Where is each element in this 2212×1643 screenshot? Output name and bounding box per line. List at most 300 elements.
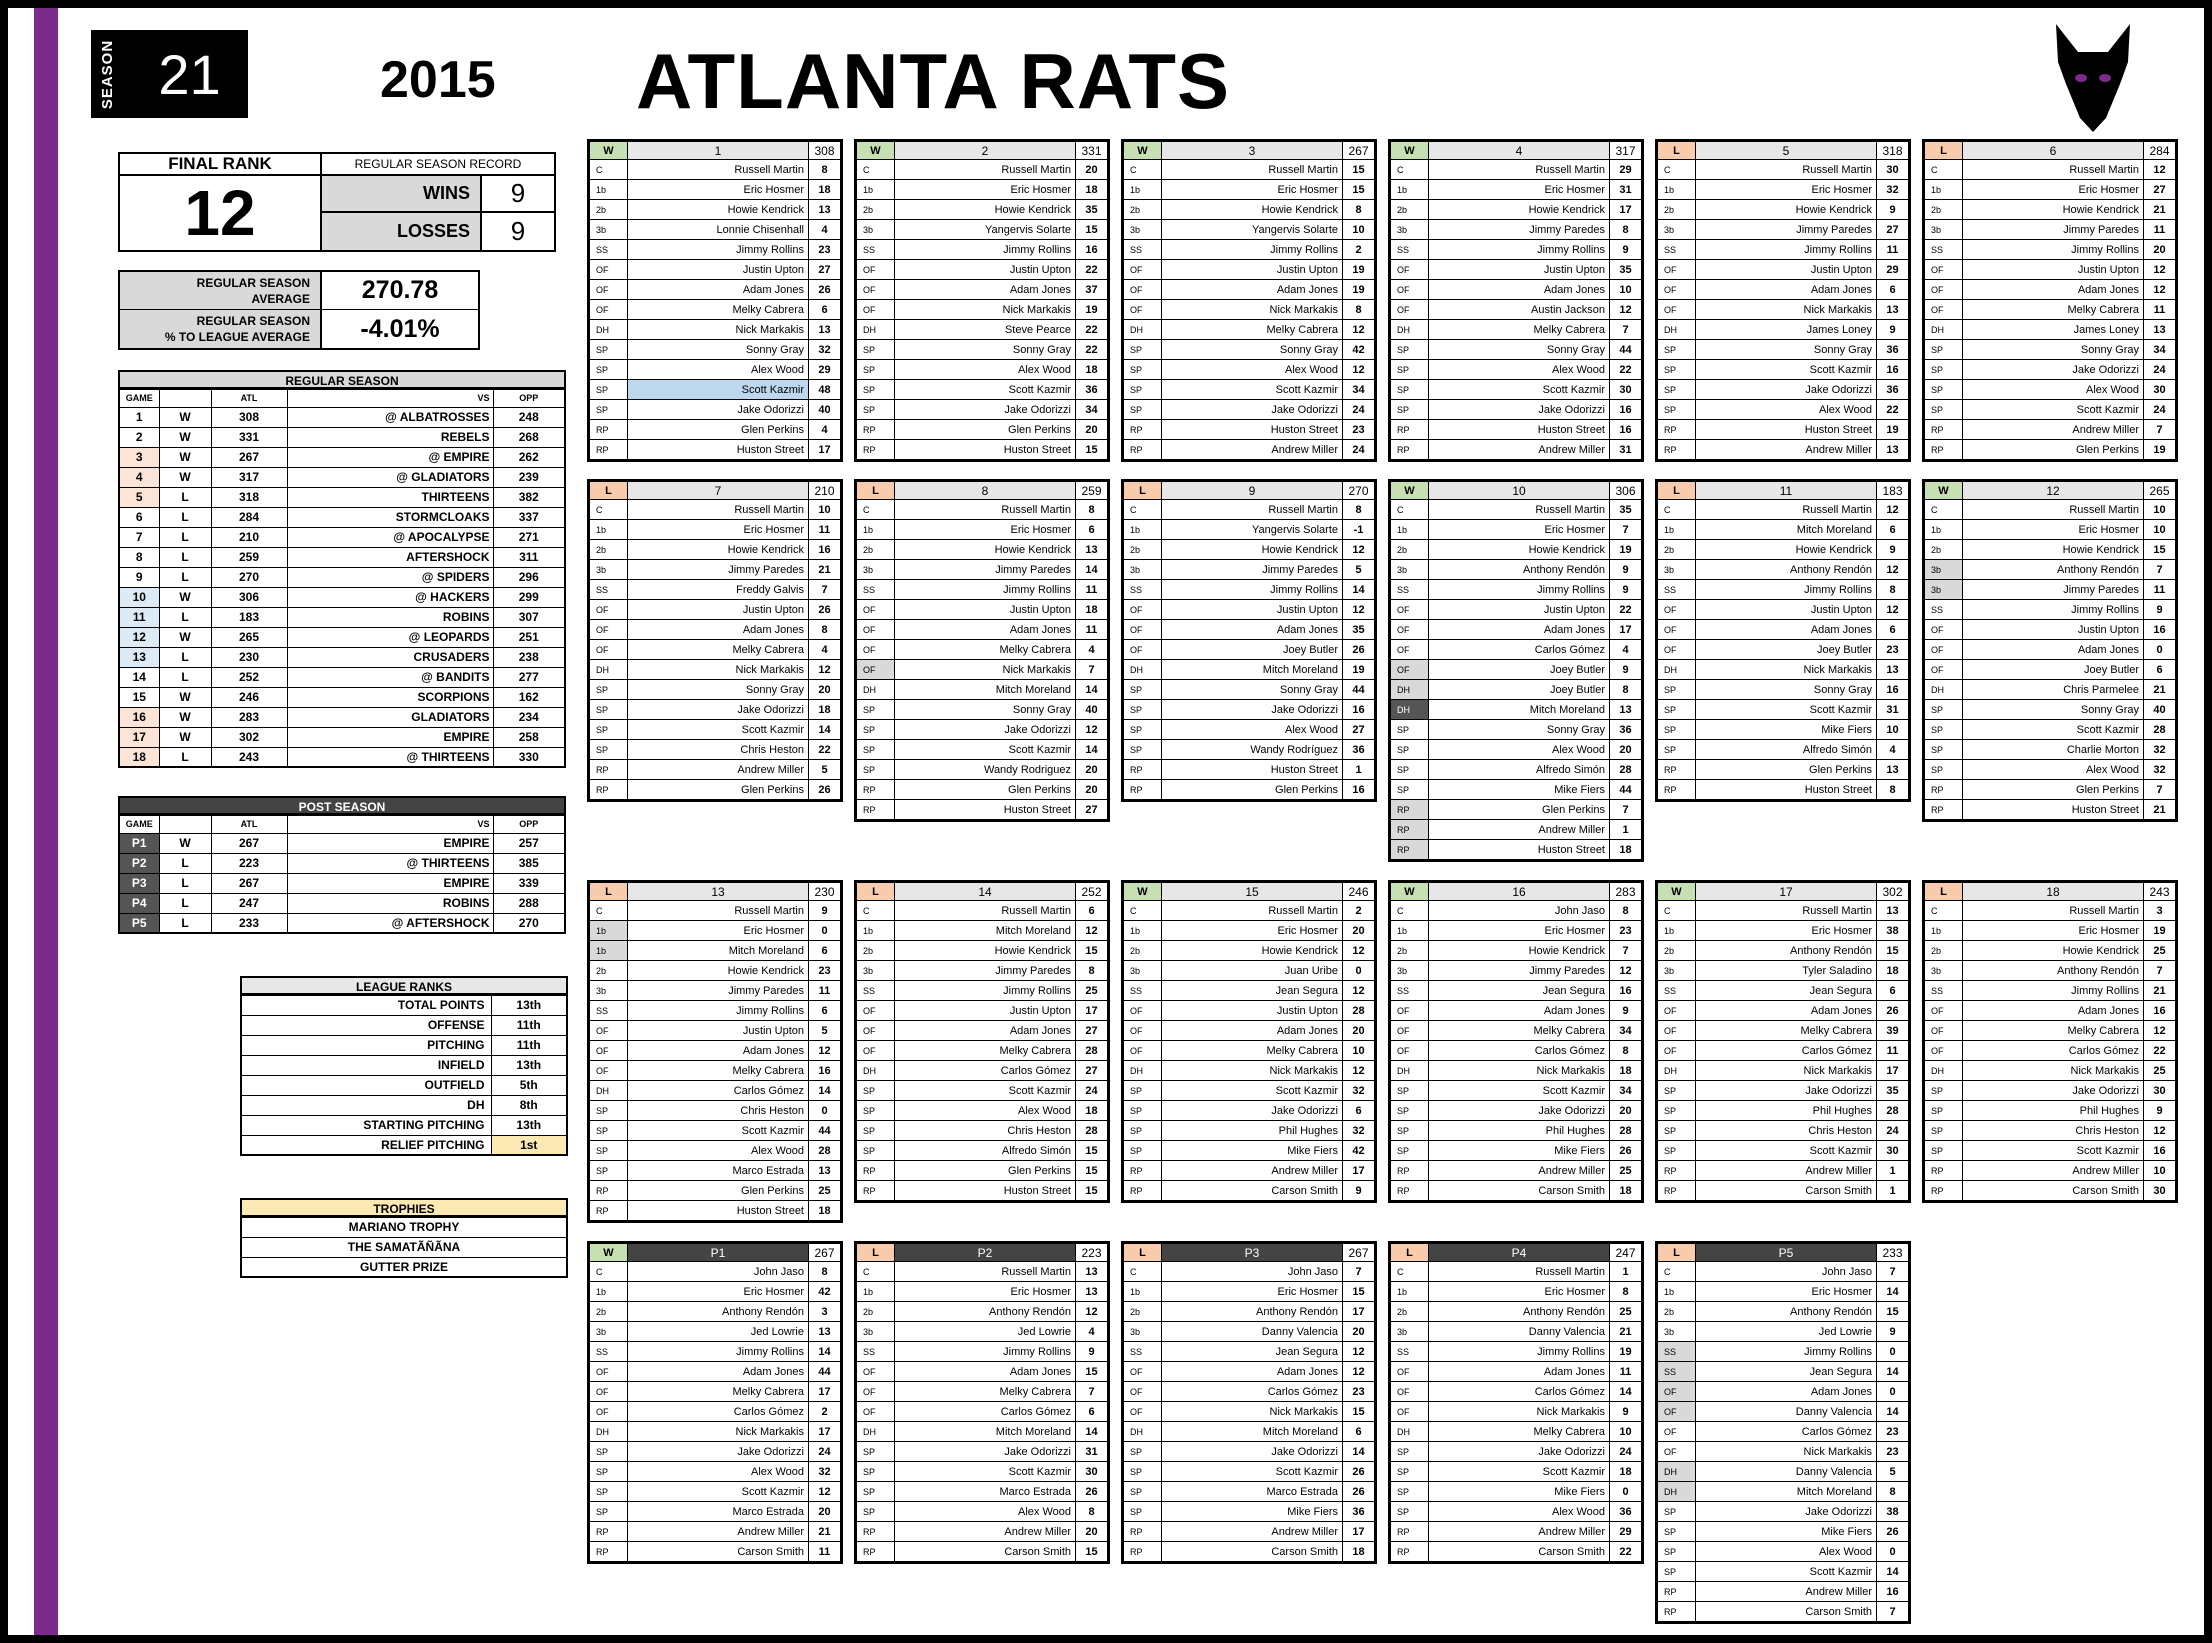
position: RP	[1658, 440, 1696, 460]
position: DH	[590, 660, 628, 680]
player-name: Melky Cabrera	[895, 1382, 1076, 1402]
player-name: Mitch Moreland	[895, 1422, 1076, 1442]
game-total: 252	[1076, 883, 1108, 901]
player-name: Russell Martin	[895, 901, 1076, 921]
player-points: 32	[809, 1462, 841, 1482]
player-name: Mitch Moreland	[1162, 660, 1343, 680]
player-points: 12	[2144, 280, 2176, 300]
opp-score: 288	[493, 893, 565, 913]
lineup-row	[1124, 1121, 1375, 1141]
player-name: Adam Jones	[1696, 620, 1877, 640]
player-name: Mitch Moreland	[1429, 700, 1610, 720]
lineup-row	[857, 320, 1108, 340]
position: 1b	[857, 520, 895, 540]
opp-score: 268	[493, 427, 565, 447]
player-name: Jake Odorizzi	[1963, 360, 2144, 380]
lineup-row	[1391, 380, 1642, 400]
player-points: 13	[1076, 1262, 1108, 1282]
position: OF	[1124, 640, 1162, 660]
lineup-row	[1658, 580, 1909, 600]
lineup-row	[1124, 1522, 1375, 1542]
lineup-row	[1124, 640, 1375, 660]
game-header	[590, 1244, 841, 1262]
player-points: 7	[2144, 780, 2176, 800]
league-rank-row	[241, 995, 567, 1015]
player-name: Eric Hosmer	[895, 180, 1076, 200]
player-name: Carlos Gómez	[1696, 1041, 1877, 1061]
lineup-row	[590, 1462, 841, 1482]
lineup-row	[1391, 1382, 1642, 1402]
position: SP	[1658, 380, 1696, 400]
player-points: 34	[1610, 1021, 1642, 1041]
game-box-7	[587, 479, 843, 802]
position: 2b	[590, 961, 628, 981]
lineup-row	[857, 360, 1108, 380]
player-points: 10	[1343, 1041, 1375, 1061]
position: RP	[1391, 800, 1429, 820]
player-name: Sonny Gray	[1696, 340, 1877, 360]
lineup-row	[1391, 1342, 1642, 1362]
position: 2b	[1391, 941, 1429, 961]
position: OF	[1124, 300, 1162, 320]
position: SP	[590, 700, 628, 720]
lineup-row	[857, 1462, 1108, 1482]
position: SP	[1658, 1502, 1696, 1522]
position: SS	[857, 1342, 895, 1362]
player-points: 14	[1076, 560, 1108, 580]
player-name: Mike Fiers	[1162, 1141, 1343, 1161]
position: OF	[1658, 1442, 1696, 1462]
player-name: Howie Kendrick	[1429, 941, 1610, 961]
player-points: 15	[1076, 1542, 1108, 1562]
player-name: Melky Cabrera	[1429, 320, 1610, 340]
player-name: Jake Odorizzi	[895, 720, 1076, 740]
player-points: 14	[1076, 680, 1108, 700]
player-points: 28	[1610, 1121, 1642, 1141]
player-points: 4	[809, 640, 841, 660]
lineup-row	[1658, 1462, 1909, 1482]
player-name: Scott Kazmir	[1963, 720, 2144, 740]
position: 2b	[857, 1302, 895, 1322]
player-points: 6	[1076, 1402, 1108, 1422]
player-name: Justin Upton	[1162, 260, 1343, 280]
player-name: Scott Kazmir	[1162, 1462, 1343, 1482]
lineup-row	[1124, 1482, 1375, 1502]
player-points: 36	[1610, 720, 1642, 740]
player-points: 20	[2144, 240, 2176, 260]
position: C	[857, 160, 895, 180]
player-name: Glen Perkins	[628, 1181, 809, 1201]
player-name: Joey Butler	[1162, 640, 1343, 660]
lineup-row	[590, 240, 841, 260]
player-points: 16	[1343, 780, 1375, 800]
lineup-row	[857, 340, 1108, 360]
final-rank-label: FINAL RANK	[120, 154, 322, 176]
player-points: 23	[1877, 640, 1909, 660]
player-points: 12	[1877, 600, 1909, 620]
player-points: 22	[2144, 1041, 2176, 1061]
player-points: 12	[1343, 320, 1375, 340]
player-name: Mitch Moreland	[1696, 1482, 1877, 1502]
player-name: Adam Jones	[1162, 1362, 1343, 1382]
position: 1b	[1658, 1282, 1696, 1302]
player-points: 23	[1877, 1442, 1909, 1462]
game-row	[119, 607, 565, 627]
player-name: Scott Kazmir	[1429, 380, 1610, 400]
position: SS	[1391, 1342, 1429, 1362]
atl-score: 267	[211, 833, 287, 853]
player-points: -1	[1343, 520, 1375, 540]
player-points: 22	[1610, 360, 1642, 380]
lineup-row	[590, 921, 841, 941]
player-points: 6	[1877, 280, 1909, 300]
game-result: L	[159, 873, 211, 893]
record-label: REGULAR SEASON RECORD	[322, 154, 554, 176]
player-name: Alex Wood	[895, 360, 1076, 380]
lineup-row	[1925, 340, 2176, 360]
lineup-row	[857, 220, 1108, 240]
player-name: Nick Markakis	[628, 1422, 809, 1442]
player-name: Glen Perkins	[1963, 440, 2144, 460]
player-name: Jimmy Paredes	[628, 560, 809, 580]
player-points: 10	[1610, 280, 1642, 300]
position: SP	[590, 1482, 628, 1502]
position: RP	[590, 1522, 628, 1542]
lineup-row	[1658, 1542, 1909, 1562]
player-name: Jimmy Paredes	[1696, 220, 1877, 240]
position: SP	[1391, 1462, 1429, 1482]
position: C	[1391, 901, 1429, 921]
player-name: Huston Street	[895, 800, 1076, 820]
player-points: 28	[1877, 1101, 1909, 1121]
position: SS	[1391, 240, 1429, 260]
player-points: 23	[1343, 420, 1375, 440]
position: SP	[857, 740, 895, 760]
position: C	[857, 901, 895, 921]
player-name: Lonnie Chisenhall	[628, 220, 809, 240]
player-points: 7	[1343, 1262, 1375, 1282]
position: SS	[1658, 1342, 1696, 1362]
league-rank-row	[241, 1095, 567, 1115]
player-name: Adam Jones	[628, 620, 809, 640]
player-name: Sonny Gray	[1963, 340, 2144, 360]
league-ranks-table	[240, 994, 568, 1156]
player-points: 18	[809, 1201, 841, 1221]
lineup-row	[1391, 981, 1642, 1001]
lineup-row	[1658, 220, 1909, 240]
position: DH	[590, 320, 628, 340]
player-name: Freddy Galvis	[628, 580, 809, 600]
player-name: Jimmy Rollins	[628, 1001, 809, 1021]
position: 1b	[1391, 921, 1429, 941]
game-result: W	[159, 627, 211, 647]
game-row	[119, 427, 565, 447]
player-points: 8	[1610, 680, 1642, 700]
player-points: 9	[1076, 1342, 1108, 1362]
game-header	[1925, 883, 2176, 901]
player-points: 8	[1877, 1482, 1909, 1502]
player-points: 19	[2144, 921, 2176, 941]
lineup-row	[1391, 1502, 1642, 1522]
player-name: Adam Jones	[1696, 1382, 1877, 1402]
atl-score: 246	[211, 687, 287, 707]
lineup-row	[1925, 160, 2176, 180]
lineup-row	[857, 660, 1108, 680]
position: DH	[1124, 1061, 1162, 1081]
player-points: 30	[2144, 380, 2176, 400]
position: 2b	[1925, 941, 1963, 961]
lineup-row	[590, 540, 841, 560]
game-header	[1124, 883, 1375, 901]
player-points: 22	[1076, 340, 1108, 360]
lineup-row	[1658, 1001, 1909, 1021]
player-name: Andrew Miller	[1696, 440, 1877, 460]
player-name: Glen Perkins	[895, 780, 1076, 800]
lineup-row	[590, 1282, 841, 1302]
trophy-name: MARIANO TROPHY	[241, 1217, 567, 1237]
game-row	[119, 407, 565, 427]
lineup-row	[1658, 260, 1909, 280]
lineup-row	[857, 1522, 1108, 1542]
player-name: Adam Jones	[1162, 280, 1343, 300]
position: SP	[857, 1101, 895, 1121]
opponent: THIRTEENS	[287, 487, 493, 507]
game-result: W	[159, 727, 211, 747]
lineup-row	[1391, 620, 1642, 640]
player-name: Eric Hosmer	[1429, 1282, 1610, 1302]
player-points: 8	[1076, 1502, 1108, 1522]
player-points: 24	[2144, 400, 2176, 420]
position: DH	[1658, 1462, 1696, 1482]
player-points: 17	[809, 440, 841, 460]
player-name: Scott Kazmir	[1963, 400, 2144, 420]
post-game-row	[119, 913, 565, 933]
atl-score: 317	[211, 467, 287, 487]
final-rank-value: 12	[120, 176, 322, 250]
position: 3b	[1391, 220, 1429, 240]
player-name: Glen Perkins	[628, 420, 809, 440]
player-points: 17	[1343, 1161, 1375, 1181]
position: 3b	[1124, 961, 1162, 981]
player-points: 16	[1610, 981, 1642, 1001]
lineup-row	[1925, 620, 2176, 640]
player-points: 12	[1343, 600, 1375, 620]
player-points: 15	[1343, 1402, 1375, 1422]
player-name: Glen Perkins	[1963, 780, 2144, 800]
player-points: 27	[1076, 1021, 1108, 1041]
game-label: 3	[1162, 142, 1343, 160]
game-total: 267	[1343, 142, 1375, 160]
game-result-badge: L	[1925, 883, 1963, 901]
position: SS	[1124, 981, 1162, 1001]
position: RP	[1124, 760, 1162, 780]
player-name: Jimmy Rollins	[895, 1342, 1076, 1362]
player-name: Carson Smith	[1696, 1181, 1877, 1201]
lineup-row	[1658, 921, 1909, 941]
lineup-row	[1658, 1602, 1909, 1622]
position: OF	[1925, 1021, 1963, 1041]
player-name: Scott Kazmir	[1429, 1081, 1610, 1101]
player-points: 17	[1610, 620, 1642, 640]
position: OF	[857, 640, 895, 660]
player-name: Andrew Miller	[628, 760, 809, 780]
game-label: P4	[1429, 1244, 1610, 1262]
player-name: Alex Wood	[1696, 1542, 1877, 1562]
player-points: 6	[2144, 660, 2176, 680]
game-label: 11	[1696, 482, 1877, 500]
player-points: 32	[1343, 1121, 1375, 1141]
average-label-1: REGULAR SEASON	[196, 275, 310, 290]
lineup-row	[1925, 1181, 2176, 1201]
player-points: 24	[2144, 360, 2176, 380]
position: SP	[1658, 1121, 1696, 1141]
position: SP	[590, 1161, 628, 1181]
lineup-row	[857, 941, 1108, 961]
opp-score: 307	[493, 607, 565, 627]
lineup-row	[1124, 1442, 1375, 1462]
player-points: 28	[1343, 1001, 1375, 1021]
position: SS	[857, 240, 895, 260]
player-name: Eric Hosmer	[628, 1282, 809, 1302]
player-points: 20	[1076, 1522, 1108, 1542]
player-name: Carson Smith	[1963, 1181, 2144, 1201]
position: SS	[1658, 1362, 1696, 1382]
lineup-row	[1391, 1402, 1642, 1422]
position: SP	[1925, 380, 1963, 400]
game-result: W	[159, 707, 211, 727]
player-points: 12	[1877, 500, 1909, 520]
player-points: 7	[2144, 420, 2176, 440]
lineup-row	[1925, 1021, 2176, 1041]
player-points: 11	[809, 520, 841, 540]
atl-score: 284	[211, 507, 287, 527]
lineup-row	[1391, 700, 1642, 720]
position: 2b	[590, 1302, 628, 1322]
trophies-table	[240, 1216, 568, 1278]
player-points: 9	[2144, 1101, 2176, 1121]
position: 2b	[857, 200, 895, 220]
position: SP	[1658, 1101, 1696, 1121]
player-points: 10	[809, 500, 841, 520]
lineup-row	[1925, 780, 2176, 800]
game-result: L	[159, 913, 211, 933]
player-name: Jean Segura	[1696, 981, 1877, 1001]
position: OF	[1391, 1041, 1429, 1061]
position: SP	[857, 1482, 895, 1502]
game-label: 5	[1696, 142, 1877, 160]
position: SS	[1124, 1342, 1162, 1362]
player-points: 9	[1610, 240, 1642, 260]
lineup-row	[1124, 1282, 1375, 1302]
player-name: Sonny Gray	[628, 680, 809, 700]
game-result-badge: W	[1124, 883, 1162, 901]
game-total: 230	[809, 883, 841, 901]
player-points: 1	[1877, 1161, 1909, 1181]
player-points: 14	[809, 1081, 841, 1101]
game-box-9	[1121, 479, 1377, 802]
player-name: Jimmy Rollins	[895, 981, 1076, 1001]
game-label: 13	[628, 883, 809, 901]
player-points: 25	[1610, 1161, 1642, 1181]
position: OF	[857, 620, 895, 640]
game-box-p5	[1655, 1241, 1911, 1624]
player-name: Chris Parmelee	[1963, 680, 2144, 700]
player-name: Mike Fiers	[1162, 1502, 1343, 1522]
player-name: Jimmy Rollins	[1162, 240, 1343, 260]
player-points: 8	[1076, 500, 1108, 520]
position: SP	[1124, 740, 1162, 760]
player-name: Phil Hughes	[1696, 1101, 1877, 1121]
game-row	[119, 707, 565, 727]
post-game-row	[119, 873, 565, 893]
lineup-row	[857, 1101, 1108, 1121]
lineup-row	[1658, 1482, 1909, 1502]
player-points: 9	[1610, 580, 1642, 600]
lineup-row	[857, 240, 1108, 260]
post-game-row	[119, 853, 565, 873]
position: SS	[1124, 240, 1162, 260]
player-points: 24	[1343, 400, 1375, 420]
player-name: Jimmy Rollins	[1429, 1342, 1610, 1362]
lineup-row	[1658, 1362, 1909, 1382]
lineup-row	[1658, 660, 1909, 680]
player-name: Jimmy Paredes	[895, 560, 1076, 580]
player-name: Eric Hosmer	[895, 1282, 1076, 1302]
player-name: Scott Kazmir	[895, 1462, 1076, 1482]
player-points: 10	[2144, 1161, 2176, 1181]
position: C	[590, 1262, 628, 1282]
player-points: 5	[1877, 1462, 1909, 1482]
player-points: 13	[1877, 660, 1909, 680]
lineup-row	[1658, 340, 1909, 360]
player-name: Eric Hosmer	[1429, 180, 1610, 200]
player-points: 20	[1076, 420, 1108, 440]
lineup-row	[590, 620, 841, 640]
player-name: Andrew Miller	[1963, 1161, 2144, 1181]
position: SP	[1124, 380, 1162, 400]
lineup-row	[590, 1041, 841, 1061]
player-name: Nick Markakis	[1696, 660, 1877, 680]
player-points: 34	[1076, 400, 1108, 420]
player-points: 25	[1076, 981, 1108, 1001]
player-points: 15	[1343, 180, 1375, 200]
lineup-row	[1925, 1061, 2176, 1081]
player-name: Huston Street	[1963, 800, 2144, 820]
position: OF	[1658, 1422, 1696, 1442]
player-name: Steve Pearce	[895, 320, 1076, 340]
lineup-row	[857, 1262, 1108, 1282]
player-name: Howie Kendrick	[1162, 540, 1343, 560]
opponent: @ EMPIRE	[287, 447, 493, 467]
player-points: 1	[1610, 820, 1642, 840]
player-points: 11	[1076, 620, 1108, 640]
position: OF	[590, 620, 628, 640]
header-cell	[159, 815, 211, 833]
player-points: 15	[1877, 941, 1909, 961]
player-points: 16	[2144, 620, 2176, 640]
lineup-row	[1925, 540, 2176, 560]
player-points: 36	[1610, 1502, 1642, 1522]
game-box-1	[587, 139, 843, 462]
player-name: Adam Jones	[1963, 280, 2144, 300]
position: DH	[1391, 320, 1429, 340]
lineup-row	[1658, 420, 1909, 440]
player-name: Jimmy Rollins	[1429, 580, 1610, 600]
lineup-row	[1124, 1141, 1375, 1161]
lineup-row	[857, 780, 1108, 800]
game-header	[1391, 142, 1642, 160]
position: SP	[1391, 1502, 1429, 1522]
